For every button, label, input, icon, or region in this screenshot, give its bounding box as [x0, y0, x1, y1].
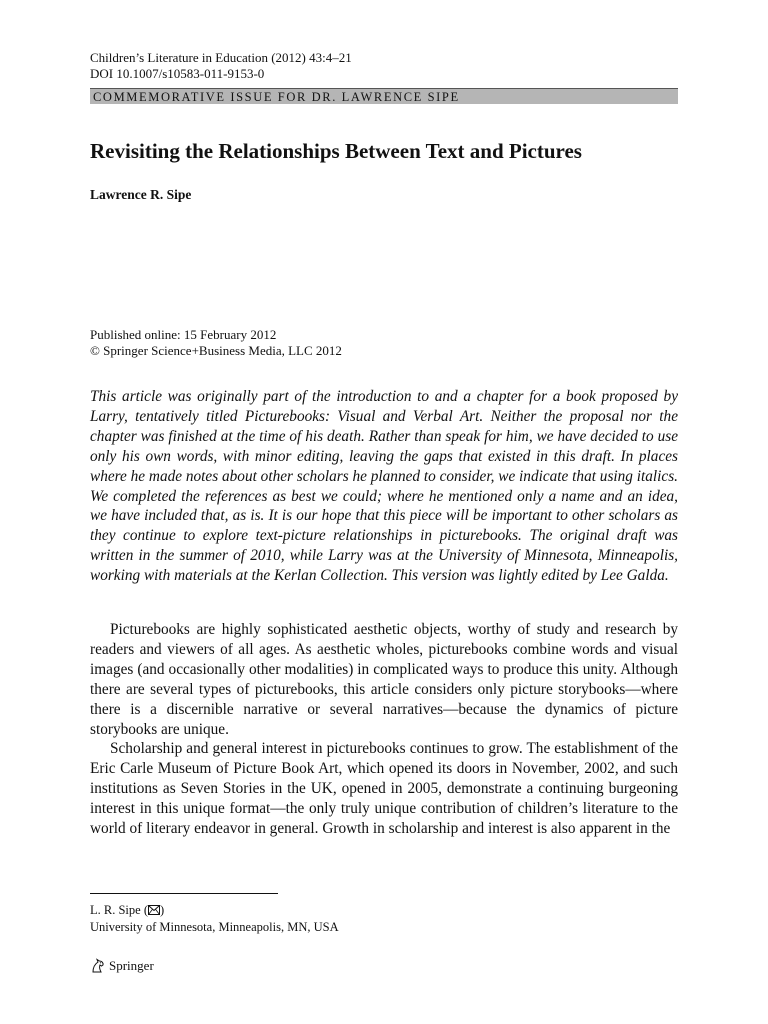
article-title: Revisiting the Relationships Between Text and Pictures [90, 139, 582, 163]
article-page [90, 0, 678, 1024]
footnote [90, 902, 339, 935]
footnote-divider [90, 893, 278, 894]
footnote-author-name: L. R. Sipe ( [90, 903, 148, 917]
springer-horse-icon [90, 958, 106, 974]
publication-info [90, 327, 342, 359]
issue-banner: COMMEMORATIVE ISSUE FOR DR. LAWRENCE SIPE [90, 88, 678, 104]
doi: DOI 10.1007/s10583-011-9153-0 [90, 66, 265, 81]
journal-citation: Children’s Literature in Education (2012) 43:4–21 [90, 50, 352, 65]
publisher-logo [90, 958, 154, 974]
body-paragraph: Scholarship and general interest in picturebooks continues to grow. The establishment of the Eric Carle Museum of Picture Book Art, which opened its doors in November, 2002, and such institutions as Seven Stories in the UK, opened in 2005, demonstrate a continuing burgeoning interest in this unique format—the only truly unique contribution of children’s literature to the world of literary endeavor in general. Growth in scholarship and interest is also apparent in the [90, 740, 678, 838]
affiliation: University of Minnesota, Minneapolis, MN, USA [90, 920, 339, 934]
footnote-author-close: ) [159, 903, 165, 917]
published-date: Published online: 15 February 2012 [90, 327, 277, 342]
body-text [90, 620, 678, 839]
envelope-icon[interactable] [148, 903, 160, 919]
journal-info [90, 50, 352, 82]
article-author: Lawrence R. Sipe [90, 187, 192, 202]
editor-note: This article was originally part of the introduction to and a chapter for a book proposed by Larry, tentatively titled Picturebooks: Visual and Verbal Art. Neither the proposal nor the chapter was finished at the time of his death. Rather than speak for him, we have decided to use only his own words, with minor editing, leaving the gaps that existed in this draft. In places where he made notes about other scholars he planned to consider, we indicate that using italics. We completed the references as best we could; where he mentioned only a name and an idea, we have included that, as is. It is our hope that this piece will be important to other scholars as they continue to explore text-picture relationships in picturebooks. The original draft was written in the summer of 2010, while Larry was at the University of Minnesota, Minneapolis, working with materials at the Kerlan Collection. This version was lightly edited by Lee Galda. [90, 388, 678, 585]
copyright: © Springer Science+Business Media, LLC 2012 [90, 343, 342, 358]
body-paragraph: Picturebooks are highly sophisticated aesthetic objects, worthy of study and research by readers and viewers of all ages. As aesthetic wholes, picturebooks combine words and visual images (and occasionally other modalities) in complicated ways to produce this unity. Although there are several types of picturebooks, this article considers only picture storybooks—where there is a discernible narrative or several narratives—because the dynamics of picture storybooks are unique. [90, 621, 678, 738]
corresponding-author [90, 902, 339, 919]
publisher-name: Springer [109, 958, 154, 973]
